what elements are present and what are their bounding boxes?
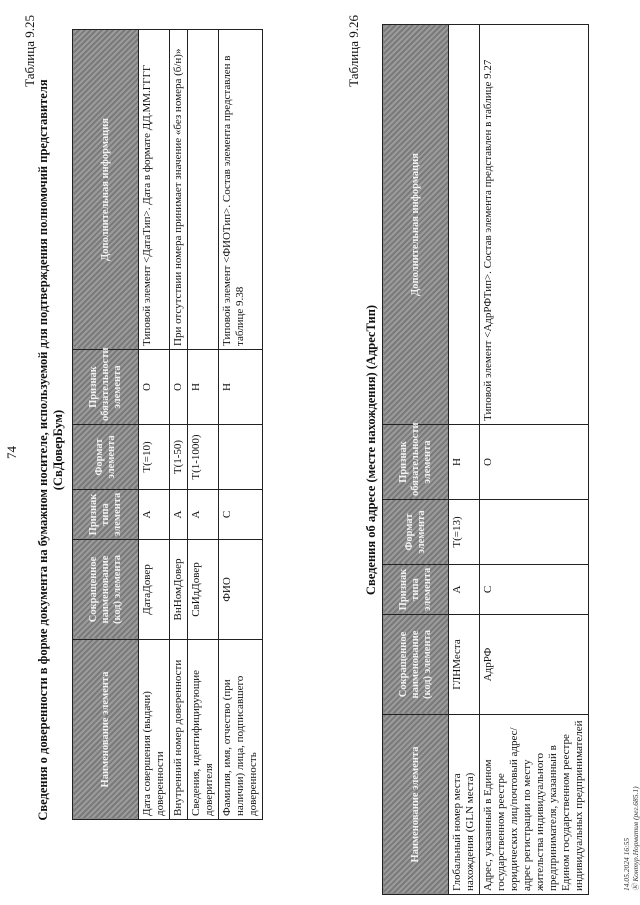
table-cell: Сведения, идентифицирующие доверителя (188, 640, 219, 820)
table-header-row (383, 25, 449, 895)
table-cell: Фамилия, имя, отчество (при наличии) лица, подписавшего доверенность (219, 640, 263, 820)
column-header: Признак типа элемента (383, 565, 449, 615)
table-row (480, 25, 589, 895)
table-cell: С (480, 565, 589, 615)
column-header: Сокращенное наименование (код) элемента (383, 615, 449, 715)
table-cell: О (480, 425, 589, 500)
table-9-25 (72, 29, 263, 820)
table-row (170, 30, 188, 820)
table-cell: Т(1-50) (170, 425, 188, 490)
column-header: Сокращенное наименование (код) элемента (73, 540, 139, 640)
table-cell: Н (449, 425, 480, 500)
table-row (139, 30, 170, 820)
table-cell: Типовой элемент <ДатаТип>. Дата в формате ДД.ММ.ГГГГ (139, 30, 170, 350)
stamp-date: 14.05.2024 16:55 (622, 837, 631, 891)
table-title-code: (СвДоверБум) (51, 409, 65, 491)
table-title-line: Сведения о доверенности в форме документа на бумажном носителе, используемой для подтверждения полномочий представителя (36, 79, 50, 821)
table-cell (480, 500, 589, 565)
table-cell: При отсутствии номера принимает значение «без номера (б/н)» (170, 30, 188, 350)
table-cell: Адрес, указанный в Едином государственном реестре юридических лиц/почтовый адрес/адрес регистрации по месту жительства индивидуального предпринимателя, указанный в Едином государственном реестре индивидуальных предпринимателей (480, 715, 589, 895)
column-header: Формат элемента (383, 500, 449, 565)
table-cell (188, 30, 219, 350)
print-stamp (622, 691, 640, 891)
column-header: Дополнительная информация (383, 25, 449, 425)
table-cell: С (219, 490, 263, 540)
table-cell: ДатаДовер (139, 540, 170, 640)
page-number: 74 (4, 446, 19, 459)
table-cell: СвИдДовер (188, 540, 219, 640)
table-cell: А (170, 490, 188, 540)
table-cell: Т(1-1000) (188, 425, 219, 490)
table-cell: Т(=13) (449, 500, 480, 565)
table-row (188, 30, 219, 820)
table-cell: ГЛНМеста (449, 615, 480, 715)
table-cell: А (139, 490, 170, 540)
table-row (219, 30, 263, 820)
table-cell: Н (188, 350, 219, 425)
column-header: Признак обязательности элемента (73, 350, 139, 425)
column-header: Признак обязательности элемента (383, 425, 449, 500)
table-cell: Дата совершения (выдачи) доверенности (139, 640, 170, 820)
table-number-9-26: Таблица 9.26 (346, 15, 361, 87)
table-cell: АдрРФ (480, 615, 589, 715)
table-title-9-26: Сведения об адресе (месте нахождения) (АдресТип) (364, 304, 378, 596)
table-cell: Глобальный номер места нахождения (GLN места) (449, 715, 480, 895)
column-header: Дополнительная информация (73, 30, 139, 350)
table-cell (219, 425, 263, 490)
column-header: Наименование элемента (383, 715, 449, 895)
column-header: Наименование элемента (73, 640, 139, 820)
column-header: Признак типа элемента (73, 490, 139, 540)
table-cell: Типовой элемент <ФИОТип>. Состав элемента представлен в таблице 9.38 (219, 30, 263, 350)
table-number-9-25: Таблица 9.25 (22, 15, 37, 87)
table-cell: Н (219, 350, 263, 425)
table-cell: А (449, 565, 480, 615)
table-cell: Т(=10) (139, 425, 170, 490)
table-cell: А (188, 490, 219, 540)
table-cell (449, 25, 480, 425)
column-header: Формат элемента (73, 425, 139, 490)
table-cell: ФИО (219, 540, 263, 640)
table-cell: Типовой элемент <АдрРФТип>. Состав элемента представлен в таблице 9.27 (480, 25, 589, 425)
table-9-26 (382, 24, 589, 895)
table-header-row (73, 30, 139, 820)
table-cell: О (139, 350, 170, 425)
table-cell: Внутренний номер доверенности (170, 640, 188, 820)
stamp-source: Ⓚ Контур.Норматив (рег.685.1) (631, 786, 640, 891)
table-row (449, 25, 480, 895)
table-cell: ВнНомДовер (170, 540, 188, 640)
table-cell: О (170, 350, 188, 425)
table-title-9-25 (36, 55, 66, 845)
